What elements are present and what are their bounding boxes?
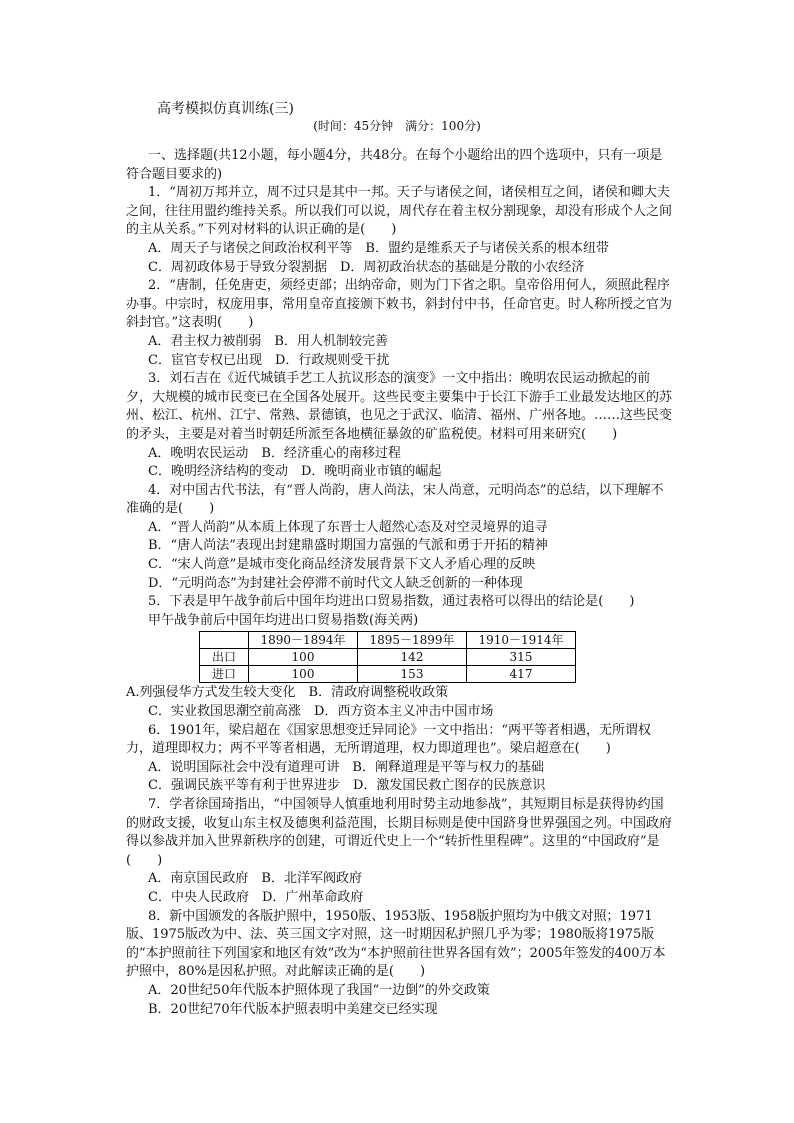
question-8-option-a: A．20世纪50年代版本护照体现了我国“一边倒”的外交政策	[148, 982, 490, 998]
question-1-options-cd: C．周初政体易于导致分裂割据 D．周初政治状态的基础是分散的小农经济	[148, 259, 585, 275]
question-6-stem: 6．1901年，梁启超在《国家思想变迁异同论》一文中指出：“两平等者相遇，无所谓权力，道理即权力；两不平等者相遇，无所谓道理，权力即道理也”。梁启超意在( )	[126, 722, 652, 757]
question-4-option-b: B．“唐人尚法”表现出封建鼎盛时期国力富强的气派和勇于开拓的精神	[148, 538, 548, 554]
table-cell: 进口	[200, 666, 249, 683]
question-7-stem: 7．学者徐国琦指出，“中国领导人慎重地利用时势主动地参战”，其短期目标是获得协约国的财政支援，收复山东主权及德奥利益范围，长期目标则是使中国跻身世界强国之列。中国政府得以参战并加入世界新秩序的创建，可谓近代史上一个“转折性里程碑”。这里的“中国政府”是( )	[126, 797, 673, 868]
question-2-stem: 2．“唐制，任免唐吏，须经吏部；出纳帝命，则为门下省之职。皇帝俗用何人，须照此程序办事。中宗时，权庞用事，常用皇帝直接颁下敕书，斜封付中书，任命官吏。时人称所授之官为斜封官。”这表明( )	[126, 278, 673, 331]
table-row	[200, 649, 576, 666]
question-8-stem: 8．新中国颁发的各版护照中，1950版、1953版、1958版护照均为中俄文对照；1971版、1975版改为中、法、英三国文字对照，这一时期因私护照几乎为零；1980版将1975版的“本护照前往下列国家和地区有效”改为“本护照前往世界各国有效”；2005年签发的400万本护照中，80%是因私护照。对此解读正确的是( )	[126, 908, 666, 980]
question-5-options-cd: C．实业救国思潮空前高涨 D．西方资本主义冲击中国市场	[148, 704, 494, 720]
question-2-options-cd: C．宦官专权已出现 D．行政规则受干扰	[148, 352, 390, 368]
exam-content	[126, 147, 674, 1019]
table-cell: 315	[467, 649, 576, 666]
question-2-options-ab: A．君主权力被削弱 B．用人机制较完善	[148, 333, 388, 349]
table-cell: 153	[358, 666, 467, 683]
question-6-options-ab: A．说明国际社会中没有道理可讲 B．阐释道理是平等与权力的基础	[148, 759, 544, 775]
exam-info: (时间：45分钟 满分：100分)	[313, 119, 481, 133]
question-5-stem: 5．下表是甲午战争前后中国年均进出口贸易指数，通过表格可以得出的结论是( )	[148, 594, 635, 610]
table-cell: 100	[249, 666, 358, 683]
page-title: 高考模拟仿真训练(三)	[157, 101, 294, 117]
table-header-cell: 1910－1914年	[467, 632, 576, 649]
question-6-options-cd: C．强调民族平等有利于世界进步 D．激发国民救亡图存的民族意识	[148, 778, 546, 794]
question-4-stem: 4．对中国古代书法，有“晋人尚韵，唐人尚法，宋人尚意，元明尚态”的总结，以下理解不准确的是( )	[126, 482, 664, 517]
table-header-cell: 1890－1894年	[249, 632, 358, 649]
question-8-option-b: B．20世纪70年代版本护照表明中美建交已经实现	[148, 1001, 438, 1017]
table-header-row	[200, 632, 576, 649]
question-7-options-ab: A．南京国民政府 B．北洋军阀政府	[148, 871, 362, 887]
question-1-stem: 1．“周初万邦并立，周不过只是其中一邦。天子与诸侯之间，诸侯相互之间，诸侯和卿大夫之间，往往用盟约维持关系。所以我们可以说，周代存在着主权分割现象，却没有形成个人之间的主从关系。”下列对材料的认识正确的是( )	[126, 185, 673, 238]
table-cell: 出口	[200, 649, 249, 666]
trade-table-caption: 甲午战争前后中国年均进出口贸易指数(海关两)	[148, 612, 419, 628]
table-cell: 100	[249, 649, 358, 666]
question-5-options-ab: A.列强侵华方式发生较大变化 B．清政府调整税收政策	[126, 685, 449, 701]
question-3-stem: 3．刘石吉在《近代城镇手艺工人抗议形态的演变》一文中指出：晚明农民运动掀起的前夕，大规模的城市民变已在全国各处展开。这些民变主要集中于长江下游手工业最发达地区的苏州、松江、杭州、江宁、常熟、景德镇，也见之于武汉、临清、福州、广州各地。……这些民变的矛头，主要是对着当时朝廷所派至各地横征暴敛的矿监税使。材料可用来研究( )	[126, 371, 673, 442]
table-header-cell: 1895－1899年	[358, 632, 467, 649]
table-cell: 417	[467, 666, 576, 683]
table-row	[200, 666, 576, 683]
question-3-options-cd: C．晚明经济结构的变动 D．晚明商业市镇的崛起	[148, 464, 442, 480]
trade-index-table	[199, 631, 576, 683]
question-1-options-ab: A．周天子与诸侯之间政治权利平等 B．盟约是维系天子与诸侯关系的根本纽带	[148, 240, 609, 256]
section-heading: 一、选择题(共12小题，每小题4分，共48分。在每个小题给出的四个选项中，只有一项是符合题目要求的)	[126, 148, 663, 182]
table-header-cell	[200, 632, 249, 649]
question-4-option-a: A．“晋人尚韵”从本质上体现了东晋士人超然心态及对空灵境界的追寻	[148, 519, 548, 535]
question-7-options-cd: C．中央人民政府 D．广州革命政府	[148, 889, 364, 905]
question-3-options-ab: A．晚明农民运动 B．经济重心的南移过程	[148, 445, 401, 461]
table-cell: 142	[358, 649, 467, 666]
question-4-option-d: D．“元明尚态”为封建社会停滞不前时代文人缺乏创新的一种体现	[148, 575, 523, 591]
question-4-option-c: C．“宋人尚意”是城市变化商品经济发展背景下文人矛盾心理的反映	[148, 557, 536, 573]
